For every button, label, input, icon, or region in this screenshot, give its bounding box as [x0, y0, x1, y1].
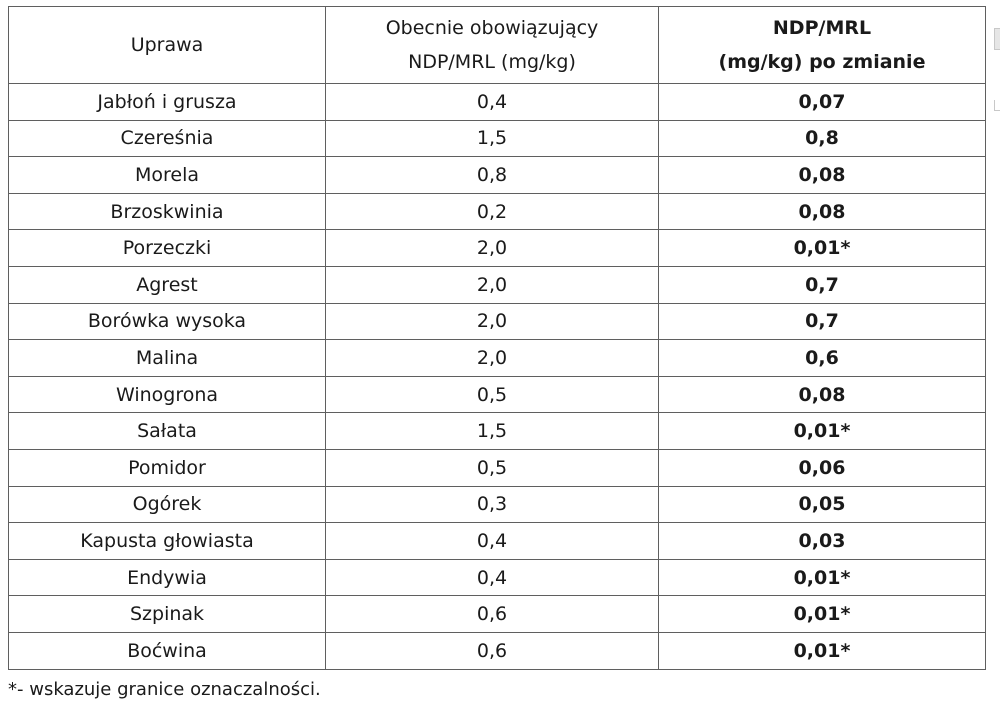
cell-current-mrl: 1,5 [326, 413, 659, 450]
header-current-mrl-line2: NDP/MRL (mg/kg) [408, 51, 576, 73]
cell-new-mrl: 0,08 [659, 193, 986, 230]
cell-crop: Boćwina [9, 632, 326, 669]
table-row [9, 376, 986, 413]
header-new-mrl-line2: (mg/kg) po zmianie [718, 51, 926, 73]
cell-new-mrl: 0,06 [659, 449, 986, 486]
table-row [9, 596, 986, 633]
cell-current-mrl: 0,4 [326, 523, 659, 560]
cell-crop: Szpinak [9, 596, 326, 633]
cell-current-mrl: 0,8 [326, 157, 659, 194]
cell-current-mrl: 0,5 [326, 449, 659, 486]
cell-new-mrl: 0,08 [659, 376, 986, 413]
cell-crop: Kapusta głowiasta [9, 523, 326, 560]
table-row [9, 632, 986, 669]
mrl-table [8, 6, 986, 670]
cell-current-mrl: 1,5 [326, 120, 659, 157]
cell-new-mrl: 0,01* [659, 413, 986, 450]
table-row [9, 559, 986, 596]
cell-current-mrl: 0,4 [326, 84, 659, 121]
header-new-mrl-line1: NDP/MRL [772, 17, 872, 39]
table-row [9, 157, 986, 194]
header-crop: Uprawa [9, 7, 326, 84]
table-row [9, 266, 986, 303]
cell-current-mrl: 0,6 [326, 596, 659, 633]
cell-new-mrl: 0,08 [659, 157, 986, 194]
cell-new-mrl: 0,7 [659, 266, 986, 303]
table-row [9, 230, 986, 267]
cell-new-mrl: 0,6 [659, 340, 986, 377]
edge-corner-mark [994, 100, 1000, 111]
table-row [9, 449, 986, 486]
cell-crop: Sałata [9, 413, 326, 450]
cell-crop: Czereśnia [9, 120, 326, 157]
cell-new-mrl: 0,7 [659, 303, 986, 340]
cell-new-mrl: 0,01* [659, 559, 986, 596]
table-row [9, 303, 986, 340]
header-current-mrl [326, 7, 659, 84]
cell-crop: Borówka wysoka [9, 303, 326, 340]
table-row [9, 193, 986, 230]
header-current-mrl-line1: Obecnie obowiązujący [385, 17, 599, 39]
cell-current-mrl: 2,0 [326, 303, 659, 340]
cell-new-mrl: 0,01* [659, 596, 986, 633]
cell-current-mrl: 0,3 [326, 486, 659, 523]
table-row [9, 523, 986, 560]
cell-current-mrl: 2,0 [326, 340, 659, 377]
cell-new-mrl: 0,07 [659, 84, 986, 121]
table-body [9, 84, 986, 670]
cell-crop: Brzoskwinia [9, 193, 326, 230]
table-row [9, 120, 986, 157]
cell-current-mrl: 0,2 [326, 193, 659, 230]
cell-new-mrl: 0,01* [659, 632, 986, 669]
cell-crop: Agrest [9, 266, 326, 303]
cell-crop: Winogrona [9, 376, 326, 413]
footnote: *- wskazuje granice oznaczalności. [8, 679, 321, 700]
cell-crop: Endywia [9, 559, 326, 596]
cell-new-mrl: 0,05 [659, 486, 986, 523]
cell-new-mrl: 0,01* [659, 230, 986, 267]
cell-current-mrl: 0,6 [326, 632, 659, 669]
header-new-mrl [659, 7, 986, 84]
cell-crop: Jabłoń i grusza [9, 84, 326, 121]
cell-crop: Malina [9, 340, 326, 377]
table-row [9, 84, 986, 121]
cell-new-mrl: 0,8 [659, 120, 986, 157]
cell-current-mrl: 2,0 [326, 266, 659, 303]
cell-crop: Ogórek [9, 486, 326, 523]
cell-crop: Porzeczki [9, 230, 326, 267]
cell-crop: Morela [9, 157, 326, 194]
cell-current-mrl: 0,4 [326, 559, 659, 596]
table-row [9, 486, 986, 523]
table-header-row [9, 7, 986, 84]
table-row [9, 340, 986, 377]
cell-current-mrl: 2,0 [326, 230, 659, 267]
edge-scroll-tab [994, 28, 1000, 50]
table-row [9, 413, 986, 450]
cell-current-mrl: 0,5 [326, 376, 659, 413]
cell-new-mrl: 0,03 [659, 523, 986, 560]
cell-crop: Pomidor [9, 449, 326, 486]
